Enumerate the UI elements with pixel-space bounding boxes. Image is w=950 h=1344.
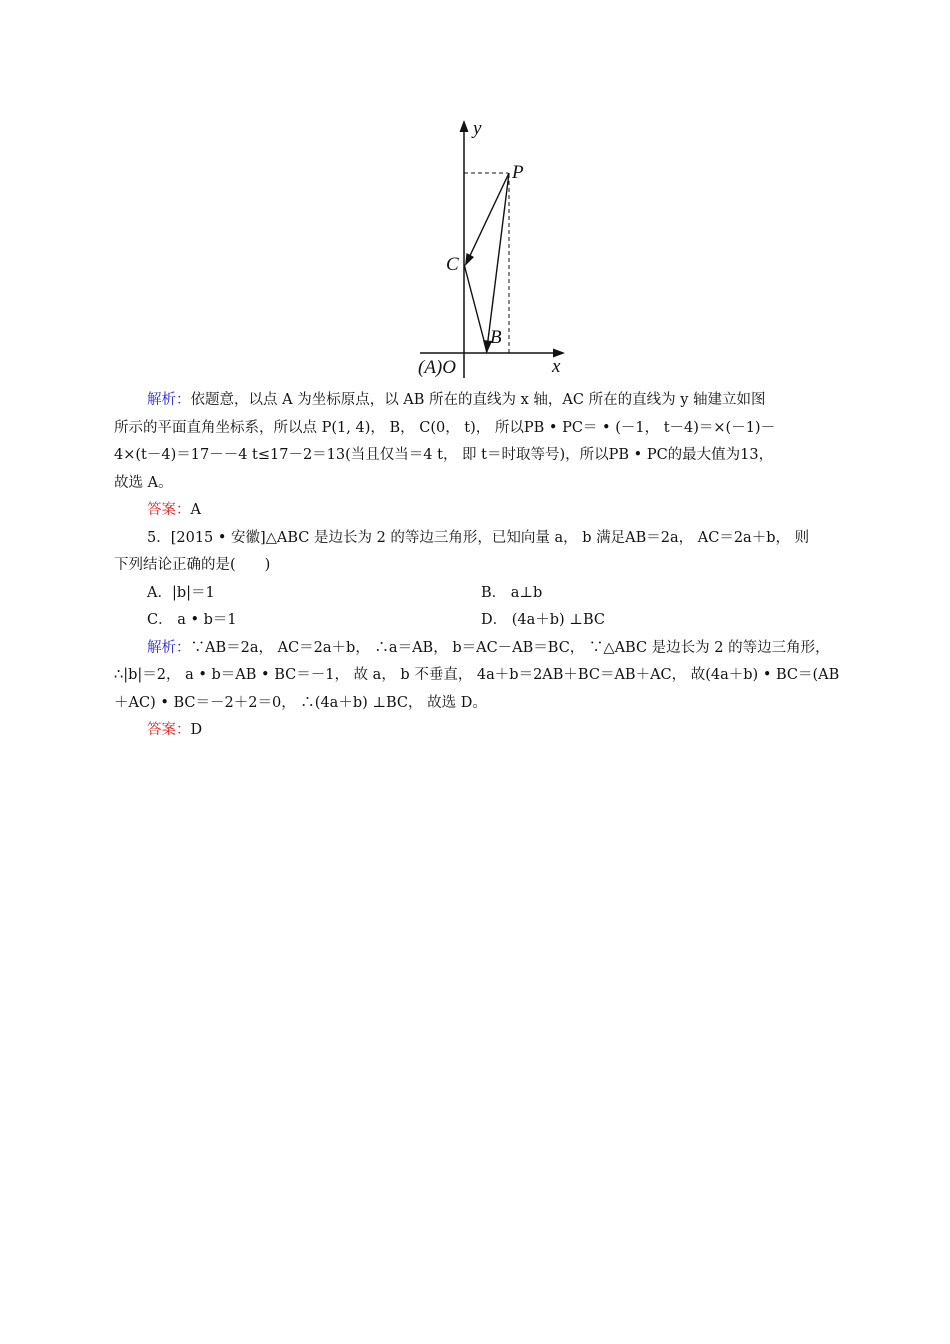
answer4-label: 答案： <box>147 502 191 518</box>
segment-cb <box>464 264 487 352</box>
coordinate-figure <box>408 116 578 382</box>
option-a: A．|b|＝1 <box>147 584 215 601</box>
solution5-line-2: ∴|b|＝2， a • b＝AB • BC＝－1， 故 a， b 不垂直， 4a＋b＝2AB＋BC＝AB＋AC， 故(4a＋b) • BC＝(AB <box>114 667 840 683</box>
vector-pb <box>487 173 509 348</box>
option-d: D． (4a＋b) ⊥BC <box>481 612 605 628</box>
solution5-line-3: ＋AC) • BC＝－2＋2＝0， ∴(4a＋b) ⊥BC， 故选 D。 <box>114 694 487 711</box>
solution4-line-1 <box>114 387 838 415</box>
origin-label: (A)O <box>418 357 456 378</box>
question5-line-2: 下列结论正确的是( ) <box>114 557 271 573</box>
option-b: B． a⊥b <box>481 584 543 601</box>
solution5-line-1 <box>114 635 838 663</box>
x-axis-label: x <box>552 356 561 377</box>
point-b-label: B <box>490 327 502 348</box>
options-row-2 <box>114 607 838 635</box>
options-row-1 <box>114 580 838 608</box>
answer4-value: A <box>190 502 201 518</box>
solution4-line-3: 4×(t－4)＝17－－4 t≤17－2＝13(当且仅当＝4 t， 即 t＝时取等号)，所以PB • PC的最大值为13， <box>114 447 774 463</box>
content-text <box>114 387 838 745</box>
answer5 <box>114 717 838 745</box>
answer4 <box>114 497 838 525</box>
option-c: C． a • b＝1 <box>147 612 237 628</box>
answer5-value: D <box>190 722 203 738</box>
point-p-label: P <box>512 162 524 183</box>
figure-svg <box>408 116 578 382</box>
vector-pc <box>467 173 509 262</box>
solution4-line-2: 所示的平面直角坐标系，所以点 P(1, 4)， B， C(0， t)， 所以PB • PC＝ • (－1， t－4)＝×(－1)－ <box>114 419 776 436</box>
vector-pc-arrowhead <box>465 253 474 266</box>
solution4-label: 解析： <box>147 392 191 408</box>
answer5-label: 答案： <box>147 722 191 738</box>
question5-line-1: 5．[2015 • 安徽]△ABC 是边长为 2 的等边三角形，已知向量 a， b 满足AB＝2a， AC＝2a＋b， 则 <box>147 529 810 546</box>
solution5-label: 解析： <box>147 639 191 656</box>
y-axis-label: y <box>473 118 482 139</box>
solution5-text-1: ∵AB＝2a， AC＝2a＋b， ∴a＝AB， b＝AC－AB＝BC， ∵△ABC 是边长为 2 的等边三角形， <box>190 639 830 656</box>
y-axis-arrowhead <box>460 120 469 132</box>
solution4-line-4: 故选 A。 <box>114 474 173 491</box>
point-c-label: C <box>446 254 459 275</box>
solution4-text-1: 依题意，以点 A 为坐标原点，以 AB 所在的直线为 x 轴，AC 所在的直线为 y 轴建立如图 <box>190 392 766 408</box>
